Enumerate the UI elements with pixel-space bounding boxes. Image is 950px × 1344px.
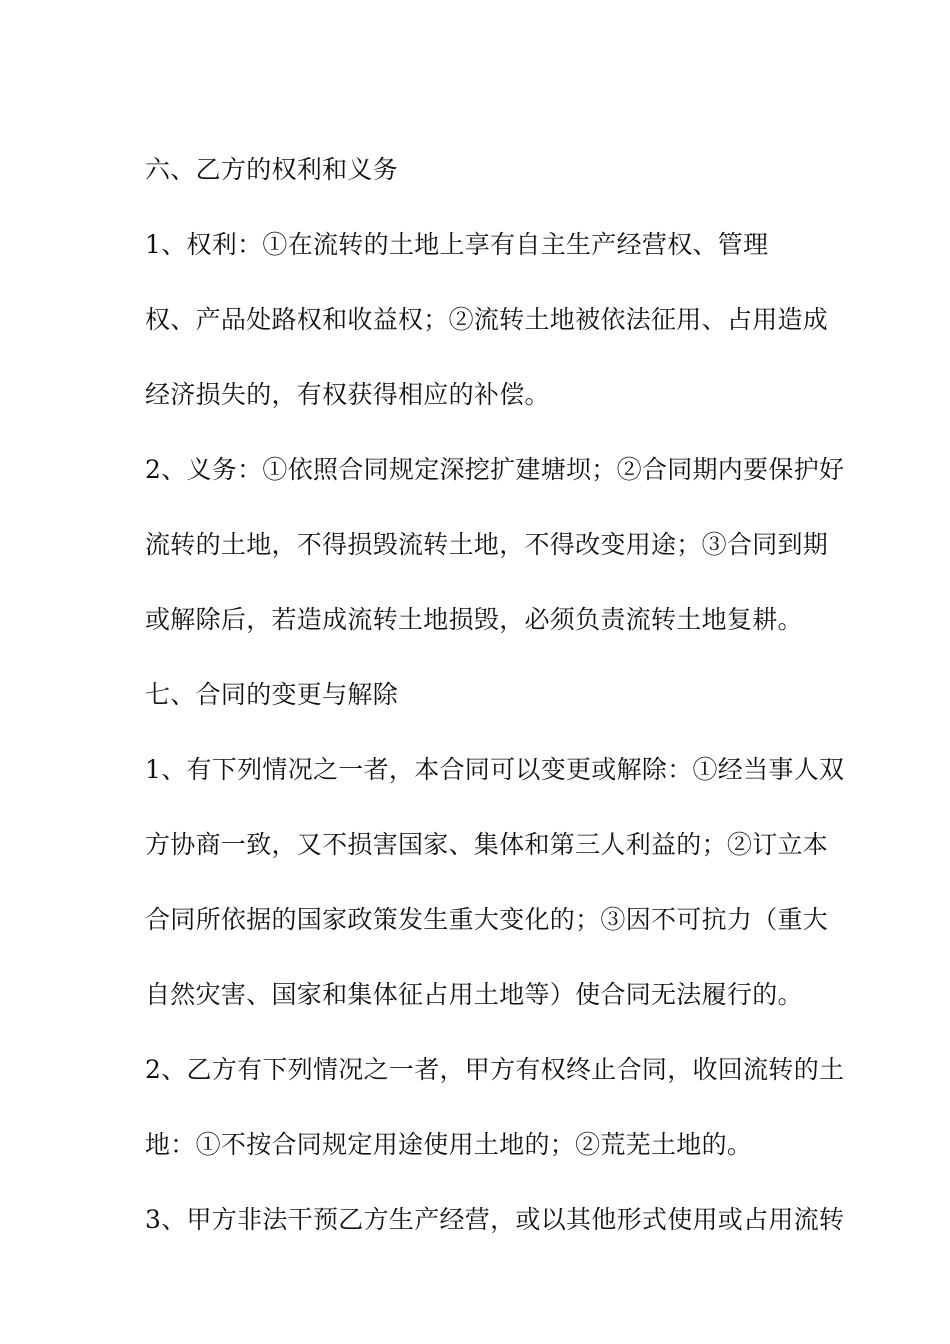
text-line: 方协商一致，又不损害国家、集体和第三人利益的；②订立本 <box>145 830 829 859</box>
document-body <box>145 132 845 1257</box>
text-line: 1、权利：①在流转的土地上享有自主生产经营权、管理 <box>145 230 769 259</box>
text-line: 2、乙方有下列情况之一者，甲方有权终止合同，收回流转的土 <box>145 1055 845 1084</box>
text-line: 2、义务：①依照合同规定深挖扩建塘坝；②合同期内要保护好 <box>145 455 845 484</box>
text-line: 权、产品处路权和收益权；②流转土地被依法征用、占用造成 <box>145 305 829 334</box>
text-line: 或解除后，若造成流转土地损毁，必须负责流转土地复耕。 <box>145 605 803 634</box>
text-line: 流转的土地，不得损毁流转土地，不得改变用途；③合同到期 <box>145 530 829 559</box>
text-line: 自然灾害、国家和集体征占用土地等）使合同无法履行的。 <box>145 980 803 1009</box>
text-line: 3、甲方非法干预乙方生产经营，或以其他形式使用或占用流转 <box>145 1205 845 1234</box>
text-line: 经济损失的，有权获得相应的补偿。 <box>145 380 550 409</box>
text-line: 合同所依据的国家政策发生重大变化的；③因不可抗力（重大 <box>145 905 829 934</box>
section-heading-contract-change: 七、合同的变更与解除 <box>145 680 399 709</box>
text-line: 1、有下列情况之一者，本合同可以变更或解除：①经当事人双 <box>145 755 845 784</box>
text-line: 地：①不按合同规定用途使用土地的；②荒芜土地的。 <box>145 1130 753 1159</box>
section-heading-party-b-rights: 六、乙方的权利和义务 <box>145 155 399 184</box>
